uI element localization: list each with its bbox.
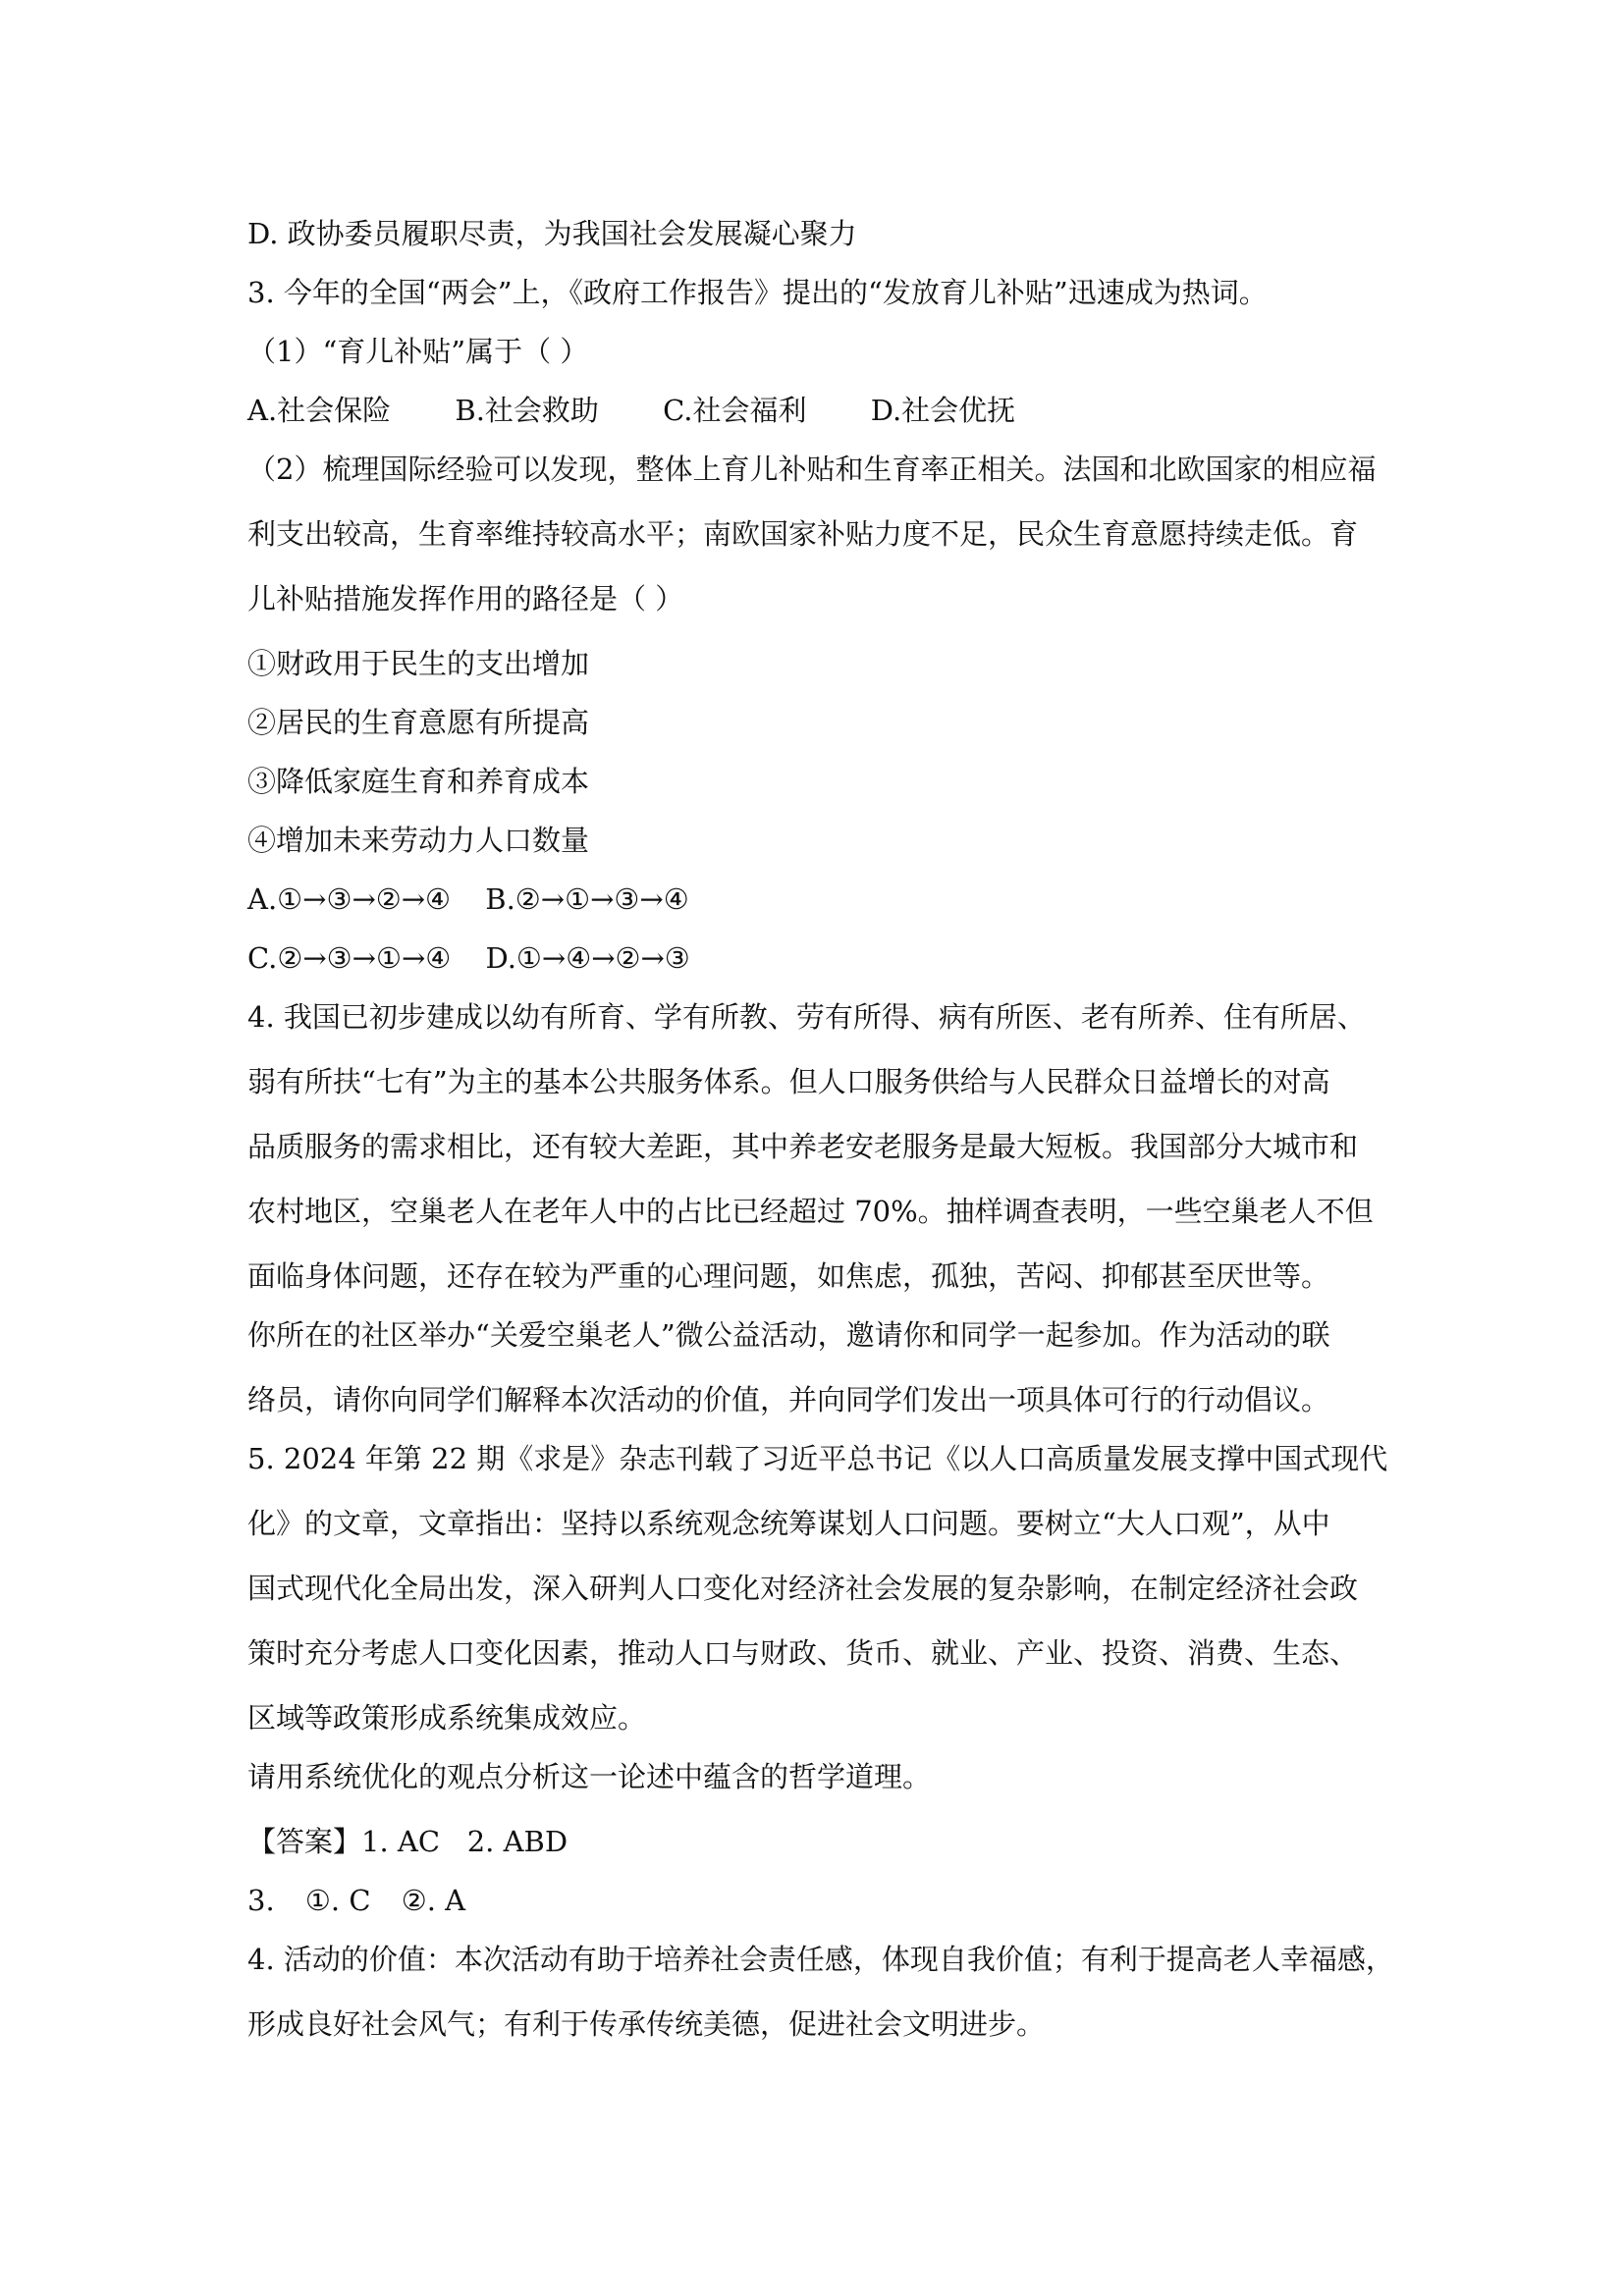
- answer-3: [247, 1879, 1391, 1922]
- q2-option-d: D. 政协委员履职尽责，为我国社会发展凝心聚力: [247, 217, 857, 250]
- q3-1-options: [247, 389, 1391, 432]
- q4-task-line: 你所在的社区举办“关爱空巢老人”微公益活动，邀请你和同学一起参加。作为活动的联: [247, 1318, 1330, 1352]
- answer-3-prefix: 3.: [247, 1884, 275, 1917]
- q3-1-option-a: A.社会保险: [247, 394, 392, 427]
- q3-2-option-c: C.②→③→①→④: [247, 941, 452, 975]
- q3-2-item: ①财政用于民生的支出增加: [247, 647, 590, 680]
- q3-2-items: [247, 642, 1391, 862]
- q5-stem: [247, 1437, 1391, 1739]
- q3-1-option-b: B.社会救助: [455, 394, 599, 427]
- q3-2-stem-line: 利支出较高，生育率维持较高水平；南欧国家补贴力度不足，民众生育意愿持续走低。育: [247, 517, 1359, 551]
- q3-2-stem-line: （2）梳理国际经验可以发现，整体上育儿补贴和生育率正相关。法国和北欧国家的相应福: [247, 453, 1377, 486]
- answer-4-line: 4. 活动的价值：本次活动有助于培养社会责任感，体现自我价值；有利于提高老人幸福感，: [247, 1943, 1394, 1976]
- answer-1: 1. AC: [361, 1825, 441, 1858]
- q3-1-stem: （1）“育儿补贴”属于（ ）: [247, 335, 589, 368]
- q4-stem-line: 4. 我国已初步建成以幼有所育、学有所教、劳有所得、病有所医、老有所养、住有所居、: [247, 1000, 1366, 1034]
- q3-2-option-a: A.①→③→②→④: [247, 882, 452, 916]
- answer-4-line: 形成良好社会风气；有利于传承传统美德，促进社会文明进步。: [247, 2007, 1046, 2041]
- q4-stem-line: 品质服务的需求相比，还有较大差距，其中养老安老服务是最大短板。我国部分大城市和: [247, 1130, 1359, 1163]
- answer-3-part-2: ②. A: [401, 1884, 466, 1917]
- q4-task: [247, 1313, 1391, 1421]
- q4-task-line: 络员，请你向同学们解释本次活动的价值，并向同学们发出一项具体可行的行动倡议。: [247, 1383, 1330, 1416]
- answer-4: [247, 1938, 1394, 2046]
- q3-2-options-row-2: [247, 936, 1391, 980]
- answer-2: 2. ABD: [466, 1825, 568, 1858]
- q3-2-option-d: D.①→④→②→③: [485, 941, 690, 975]
- q3-2-stem-line: 儿补贴措施发挥作用的路径是（ ）: [247, 582, 684, 615]
- q5-stem-line: 策时充分考虑人口变化因素，推动人口与财政、货币、就业、产业、投资、消费、生态、: [247, 1636, 1359, 1670]
- q3-stem: 3. 今年的全国“两会”上，《政府工作报告》提出的“发放育儿补贴”迅速成为热词。: [247, 276, 1268, 309]
- q3-1-option-c: C.社会福利: [663, 394, 807, 427]
- q3-2-item: ④增加未来劳动力人口数量: [247, 824, 590, 857]
- q5-stem-line: 国式现代化全局出发，深入研判人口变化对经济社会发展的复杂影响，在制定经济社会政: [247, 1572, 1359, 1605]
- q4-stem-line: 面临身体问题，还存在较为严重的心理问题，如焦虑，孤独，苦闷、抑郁甚至厌世等。: [247, 1259, 1330, 1293]
- answer-label: 【答案】: [247, 1825, 362, 1858]
- q5-stem-line: 5. 2024 年第 22 期《求是》杂志刊载了习近平总书记《以人口高质量发展支撑中国式现代: [247, 1442, 1388, 1475]
- q3-2-options-row-1: [247, 878, 1391, 921]
- q3-2-item: ③降低家庭生育和养育成本: [247, 765, 590, 798]
- q3-2-option-b: B.②→①→③→④: [485, 882, 689, 916]
- answer-line: [247, 1820, 1391, 1863]
- q4-stem-line: 农村地区，空巢老人在老年人中的占比已经超过 70%。抽样调查表明，一些空巢老人不但: [247, 1195, 1374, 1228]
- q4-stem: [247, 995, 1391, 1298]
- answer-3-part-1: ①. C: [304, 1884, 371, 1917]
- document-page: [247, 212, 1394, 2061]
- q5-stem-line: 化》的文章，文章指出：坚持以系统观念统筹谋划人口问题。要树立“大人口观”，从中: [247, 1507, 1330, 1540]
- q3-2-stem: [247, 448, 1391, 620]
- q5-stem-line: 区域等政策形成系统集成效应。: [247, 1701, 647, 1735]
- q3-1-option-d: D.社会优抚: [870, 394, 1016, 427]
- q4-stem-line: 弱有所扶“七有”为主的基本公共服务体系。但人口服务供给与人民群众日益增长的对高: [247, 1065, 1330, 1098]
- q5-task: 请用系统优化的观点分析这一论述中蕴含的哲学道理。: [247, 1760, 932, 1793]
- q3-2-item: ②居民的生育意愿有所提高: [247, 706, 590, 739]
